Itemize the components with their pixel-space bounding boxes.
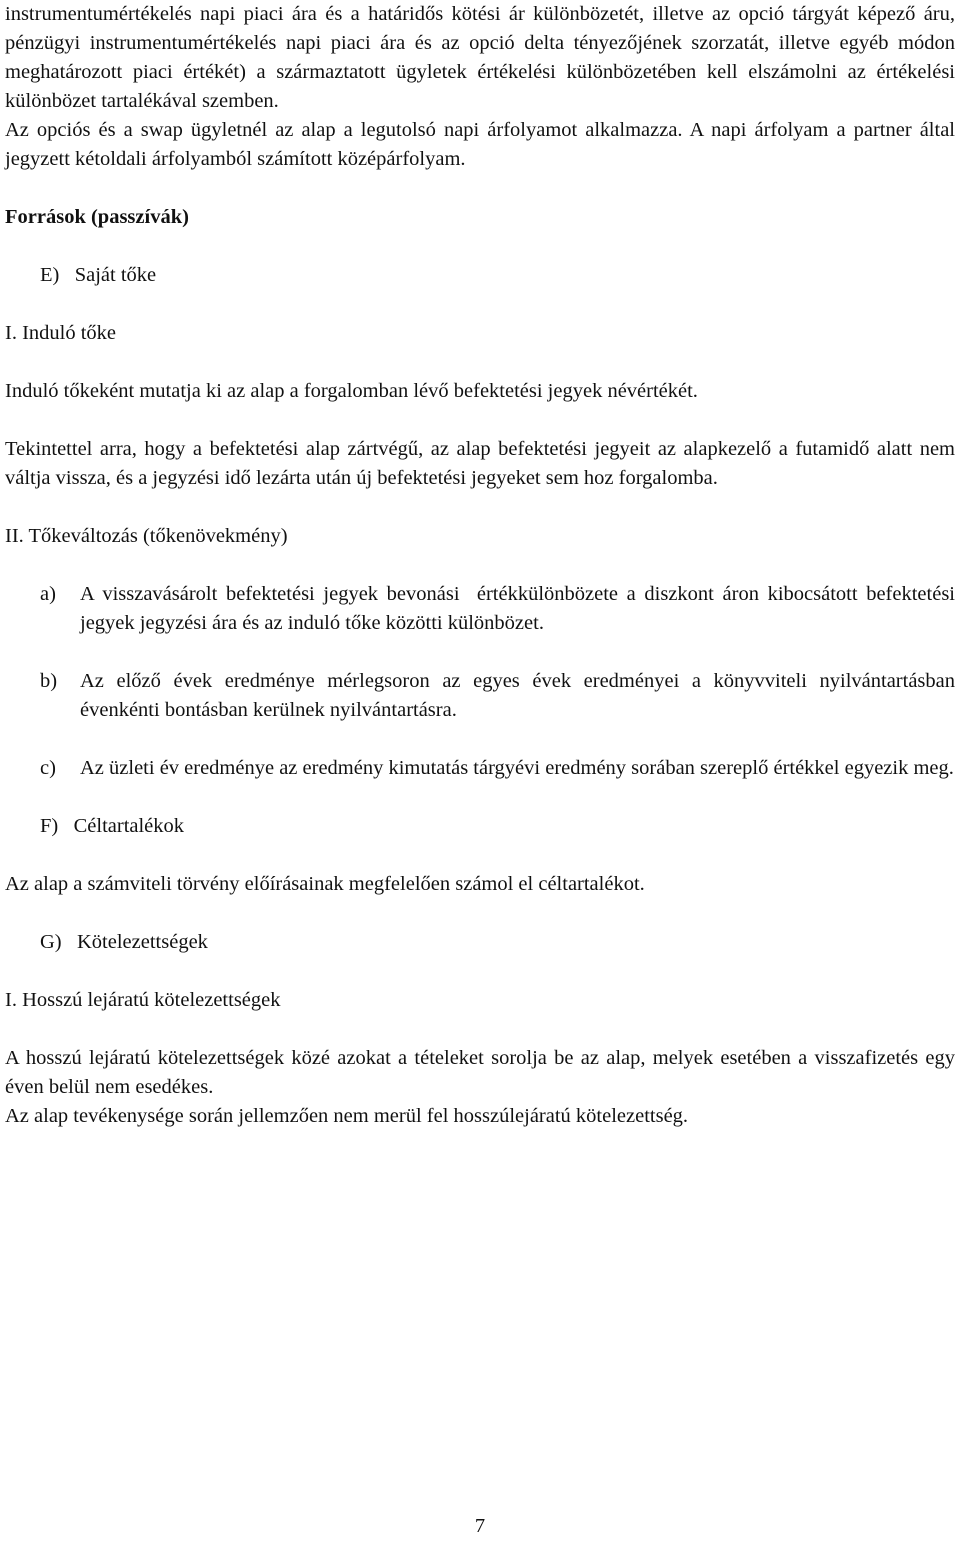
list-text: Az üzleti év eredménye az eredmény kimutatás tárgyévi eredmény sorában szereplő értékkel egyezik meg. bbox=[80, 757, 954, 779]
tokevaltozas-heading: II. Tőkeváltozás (tőkenövekmény) bbox=[5, 525, 288, 547]
intro-paragraph: instrumentumértékelés napi piaci ára és a határidős kötési ár különbözetét, illetve az opció tárgyát képező áru, pénzügyi instrumentumértékelés napi piaci ára és az opció delta tényezőjének szorzatát, illetve egyéb módon meghatározott piaci értékét) a származtatott ügyletek értékelési különbözetében kell elszámolni az értékelési különbözet tartalékával szemben. bbox=[5, 3, 955, 112]
indulo-heading: I. Induló tőke bbox=[5, 322, 117, 344]
f-section-label: F) Céltartalékok bbox=[40, 815, 185, 837]
hosszu-heading: I. Hosszú lejáratú kötelezettségek bbox=[5, 989, 281, 1011]
list-marker: b) bbox=[40, 670, 58, 692]
list-text: A visszavásárolt befektetési jegyek bevonási értékkülönbözete a diszkont áron kibocsátott befektetési jegyek jegyzési ára és az induló tőke közötti különbözet. bbox=[80, 583, 960, 634]
list-text: Az előző évek eredménye mérlegsoron az egyes évek eredményei a könyvviteli nyilvántartásban évenkénti bontásban kerülnek nyilvántartásra. bbox=[80, 670, 955, 721]
list-item-c bbox=[5, 754, 955, 783]
list-marker: a) bbox=[40, 583, 56, 605]
e-section-label: E) Saját tőke bbox=[40, 264, 157, 286]
indulo-paragraph: Induló tőkeként mutatja ki az alap a forgalomban lévő befektetési jegyek névértékét. bbox=[5, 380, 698, 402]
g-section-label: G) Kötelezettségek bbox=[40, 931, 208, 953]
list-item-a bbox=[5, 580, 960, 638]
swap-paragraph: Az opciós és a swap ügyletnél az alap a legutolsó napi árfolyamot alkalmazza. A napi árfolyam a partner által jegyzett kétoldali árfolyamból számított középárfolyam. bbox=[5, 119, 955, 170]
tekintettel-paragraph: Tekintettel arra, hogy a befektetési alap zártvégű, az alap befektetési jegyeit az alapkezelő a futamidő alatt nem váltja vissza, és a jegyzési idő lezárta után új befektetési jegyeket sem hoz forgalomba. bbox=[5, 438, 955, 489]
document-page bbox=[5, 0, 960, 1131]
list-marker: c) bbox=[40, 757, 56, 779]
hosszu-paragraph-1: A hosszú lejáratú kötelezettségek közé azokat a tételeket sorolja be az alap, melyek esetében a visszafizetés egy éven belül nem esedékes. bbox=[5, 1047, 955, 1098]
celtartalek-paragraph: Az alap a számviteli törvény előírásainak megfelelően számol el céltartalékot. bbox=[5, 873, 645, 895]
hosszu-paragraph-2: Az alap tevékenysége során jellemzően nem merül fel hosszúlejáratú kötelezettség. bbox=[5, 1105, 689, 1127]
list-item-b bbox=[5, 667, 955, 725]
forrasok-heading: Források (passzívák) bbox=[5, 206, 189, 228]
page-number: 7 bbox=[474, 1515, 486, 1537]
